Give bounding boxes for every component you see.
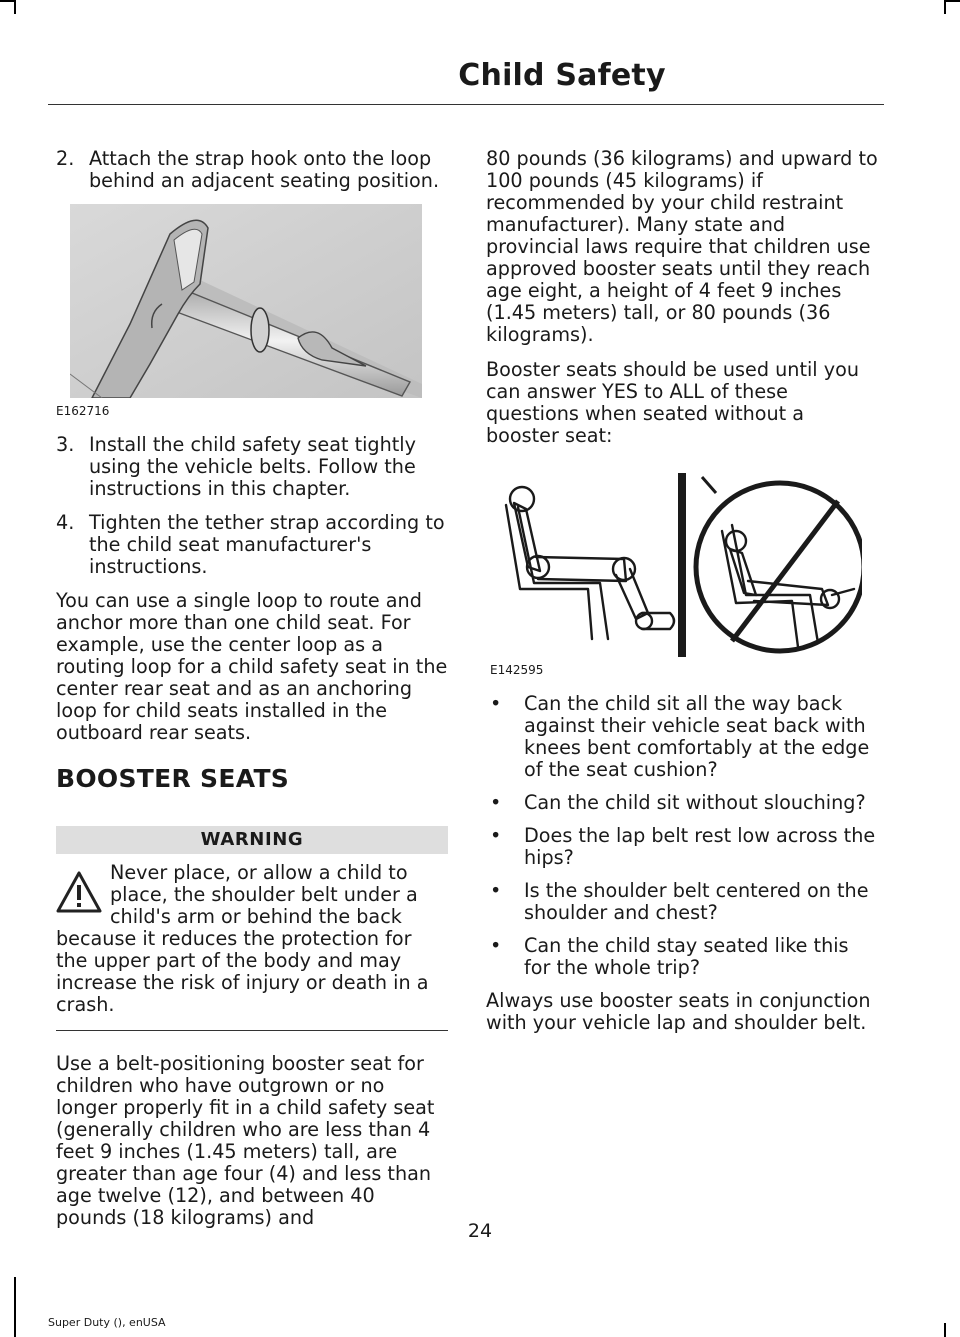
crop-mark (944, 0, 946, 14)
bullet: • (490, 879, 502, 902)
tether-strap-figure (70, 204, 422, 398)
booster-posture-figure (492, 471, 862, 661)
warning-triangle-icon (56, 870, 102, 914)
document-info: Super Duty (), enUSA (48, 1316, 166, 1329)
warning-divider (56, 1030, 448, 1031)
list-item (486, 792, 880, 814)
crop-mark (946, 0, 960, 2)
list-item-text: Does the lap belt rest low across the hips? (524, 824, 876, 869)
warning-text: Never place, or allow a child to place, the shoulder belt under a child's arm or behind the back because it reduces the protection for the upper part of the body and may increase the risk of injury or death in a crash. (56, 861, 429, 1016)
step-text: Attach the strap hook onto the loop behind an adjacent seating position. (89, 147, 440, 192)
figure-code: E142595 (490, 663, 544, 677)
warning-box (56, 862, 448, 1031)
step-2 (56, 148, 448, 192)
list-item (486, 935, 880, 979)
list-item (486, 825, 880, 869)
step-text: Install the child safety seat tightly using the vehicle belts. Follow the instructions in this chapter. (89, 433, 416, 500)
warning-label: WARNING (56, 826, 448, 854)
crop-mark (944, 1323, 946, 1337)
page-number: 24 (467, 1220, 493, 1242)
list-item-text: Can the child sit all the way back against their vehicle seat back with knees bent comfortably at the edge of the seat cushion? (524, 692, 870, 781)
list-item (486, 880, 880, 924)
strap-hook-illustration (70, 204, 422, 398)
list-item-text: Is the shoulder belt centered on the shoulder and chest? (524, 879, 869, 924)
step-number: 2. (56, 147, 75, 170)
paragraph: 80 pounds (36 kilograms) and upward to 100 pounds (45 kilograms) if recommended by your child restraint manufacturer). Many state and provincial laws require that children use approved booster seats until they reach age eight, a height of 4 feet 9 inches (1.45 meters) tall, or 80 pounds (36 kilograms). (486, 147, 878, 346)
paragraph: You can use a single loop to route and anchor more than one child seat. For example, use the center loop as a routing loop for a child safety seat in the center rear seat and as an anchoring loop for child seats installed in the outboard rear seats. (56, 589, 448, 744)
paragraph: Booster seats should be used until you can answer YES to ALL of these questions when seated without a booster seat: (486, 358, 859, 447)
correct-incorrect-seating-illustration (492, 471, 862, 661)
bullet: • (490, 791, 502, 814)
bullet: • (490, 934, 502, 957)
list-item-text: Can the child stay seated like this for the whole trip? (524, 934, 849, 979)
step-4 (56, 512, 448, 578)
paragraph: Always use booster seats in conjunction with your vehicle lap and shoulder belt. (486, 989, 871, 1034)
crop-mark (14, 0, 16, 14)
figure-code: E162716 (56, 404, 110, 418)
crop-mark (0, 0, 14, 2)
step-text: Tighten the tether strap according to the child seat manufacturer's instructions. (89, 511, 445, 578)
list-item-text: Can the child sit without slouching? (524, 791, 866, 814)
crop-mark (14, 1277, 16, 1337)
section-heading: BOOSTER SEATS (56, 764, 290, 793)
step-number: 3. (56, 433, 75, 456)
list-item (486, 693, 880, 781)
header-divider (48, 104, 884, 105)
bullet: • (490, 692, 502, 715)
page-title: Child Safety (458, 58, 666, 93)
paragraph: Use a belt-positioning booster seat for children who have outgrown or no longer properly fit in a child safety seat (generally children who are less than 4 feet 9 inches (1.45 meters) tall, are greater than age four (4) and less than age twelve (12), and between 40 pounds (18 kilograms) and (56, 1052, 435, 1229)
right-column (486, 148, 880, 1047)
step-number: 4. (56, 511, 75, 534)
question-list (486, 693, 880, 979)
left-column (56, 148, 448, 1242)
bullet: • (490, 824, 502, 847)
step-3 (56, 434, 448, 500)
